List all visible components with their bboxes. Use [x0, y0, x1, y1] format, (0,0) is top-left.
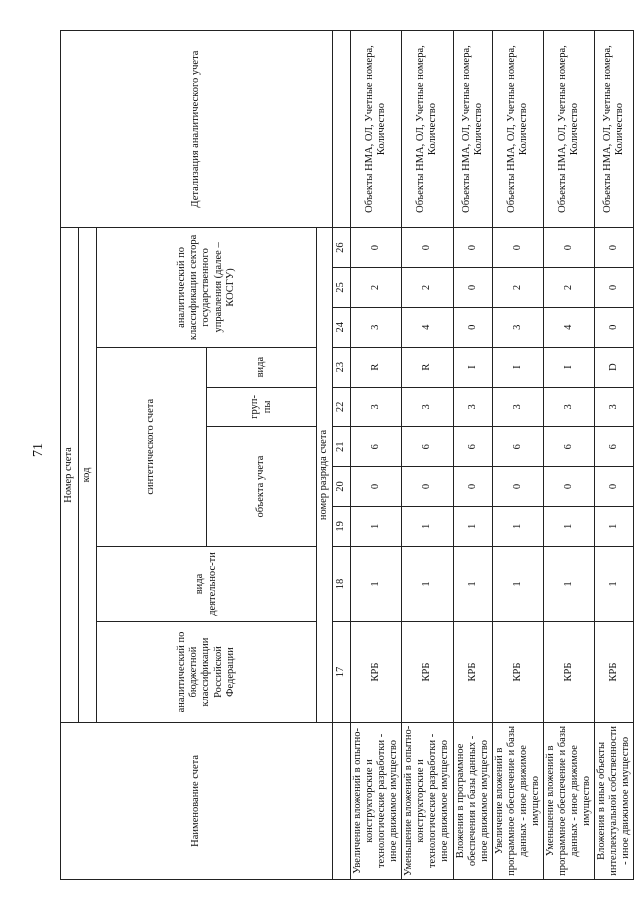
row-account-name: Уменьшение вложений в опытно-конструкторские и технологические разработки - иное движимое имущество	[402, 722, 453, 879]
row-cell: 1	[543, 506, 594, 546]
row-cell: 1	[492, 546, 543, 621]
row-cell: 0	[453, 268, 492, 308]
row-cell: 1	[453, 546, 492, 621]
row-cell: R	[351, 347, 402, 387]
row-cell: I	[492, 347, 543, 387]
row-detail: Объекты НМА, ОЛ, Учетные номера, Количество	[595, 31, 634, 228]
row-cell: 1	[351, 546, 402, 621]
rotated-table-wrapper	[60, 30, 632, 880]
header-blank	[333, 722, 351, 879]
row-cell: 6	[595, 427, 634, 467]
row-cell: 3	[595, 387, 634, 427]
row-cell: 0	[543, 467, 594, 507]
row-cell: 4	[543, 307, 594, 347]
row-cell: 0	[402, 228, 453, 268]
row-cell: КРБ	[492, 622, 543, 723]
row-cell: КРБ	[595, 622, 634, 723]
row-cell: 6	[453, 427, 492, 467]
table-row	[453, 31, 492, 880]
header-analytic-kosgu: аналитический по классификации сектора государственного управления (далее – КОСГУ)	[97, 228, 317, 348]
row-cell: I	[453, 347, 492, 387]
header-account-object: объекта учета	[207, 427, 317, 546]
row-cell: 1	[453, 506, 492, 546]
row-cell: 0	[543, 228, 594, 268]
row-cell: 0	[453, 467, 492, 507]
header-account-number: Номер счета	[61, 228, 79, 723]
row-cell: 1	[402, 546, 453, 621]
column-number: 21	[333, 427, 351, 467]
row-cell: 1	[492, 506, 543, 546]
row-cell: I	[543, 347, 594, 387]
row-cell: 1	[595, 506, 634, 546]
row-cell: 3	[351, 387, 402, 427]
row-cell: 2	[492, 268, 543, 308]
header-analytic-budget: аналитический по бюджетной классификации Российской Федерации	[97, 622, 317, 723]
column-number: 24	[333, 307, 351, 347]
column-number: 17	[333, 622, 351, 723]
row-cell: 0	[402, 467, 453, 507]
row-cell: 4	[402, 307, 453, 347]
column-number: 22	[333, 387, 351, 427]
row-detail: Объекты НМА, ОЛ, Учетные номера, Количество	[543, 31, 594, 228]
column-number: 26	[333, 228, 351, 268]
row-cell: 1	[543, 546, 594, 621]
page-number: 71	[31, 443, 46, 457]
row-cell: R	[402, 347, 453, 387]
row-cell: 0	[595, 307, 634, 347]
row-cell: 0	[453, 307, 492, 347]
table-row	[595, 31, 634, 880]
row-detail: Объекты НМА, ОЛ, Учетные номера, Количество	[402, 31, 453, 228]
column-number: 23	[333, 347, 351, 387]
row-cell: 6	[492, 427, 543, 467]
column-number: 25	[333, 268, 351, 308]
row-cell: 0	[492, 228, 543, 268]
row-cell: КРБ	[402, 622, 453, 723]
row-cell: 6	[402, 427, 453, 467]
header-account-name: Наименование счета	[61, 722, 333, 879]
table-row	[543, 31, 594, 880]
row-cell: 3	[402, 387, 453, 427]
row-cell: 6	[543, 427, 594, 467]
column-number: 19	[333, 506, 351, 546]
row-cell: 0	[595, 467, 634, 507]
row-detail: Объекты НМА, ОЛ, Учетные номера, Количество	[351, 31, 402, 228]
row-cell: 0	[453, 228, 492, 268]
row-cell: КРБ	[543, 622, 594, 723]
header-activity-type: вида деятельнос-ти	[97, 546, 317, 621]
row-cell: 3	[492, 307, 543, 347]
header-synthetic: синтетического счета	[97, 347, 207, 546]
header-kind: вида	[207, 347, 317, 387]
row-cell: 3	[351, 307, 402, 347]
row-detail: Объекты НМА, ОЛ, Учетные номера, Количество	[453, 31, 492, 228]
row-cell: 0	[351, 467, 402, 507]
row-cell: 2	[543, 268, 594, 308]
row-cell: 2	[402, 268, 453, 308]
row-account-name: Вложения в иные объекты интеллектуальной собственности - иное движимое имущество	[595, 722, 634, 879]
row-cell: КРБ	[351, 622, 402, 723]
row-cell: 1	[351, 506, 402, 546]
row-cell: 3	[543, 387, 594, 427]
row-cell: 0	[595, 268, 634, 308]
row-cell: 3	[492, 387, 543, 427]
row-account-name: Увеличение вложений в опытно-конструкторские и технологические разработки - иное движимое имущество	[351, 722, 402, 879]
table-row	[351, 31, 402, 880]
header-code: код	[79, 228, 97, 723]
row-cell: 2	[351, 268, 402, 308]
header-rank-number: номер разряда счета	[317, 228, 333, 723]
row-account-name: Уменьшение вложений в программное обеспечение и базы данных - иное движимое имущество	[543, 722, 594, 879]
row-cell: 0	[492, 467, 543, 507]
row-cell: 6	[351, 427, 402, 467]
row-cell: 1	[595, 546, 634, 621]
column-number: 18	[333, 546, 351, 621]
row-cell: 3	[453, 387, 492, 427]
row-account-name: Вложения в программное обеспечения и базы данных - иное движимое имущество	[453, 722, 492, 879]
row-account-name: Увеличение вложений в программное обеспечение и базы данных - иное движимое имущество	[492, 722, 543, 879]
row-cell: 0	[351, 228, 402, 268]
accounts-table	[60, 30, 634, 880]
row-cell: 0	[595, 228, 634, 268]
row-cell: КРБ	[453, 622, 492, 723]
header-blank	[333, 31, 351, 228]
column-number: 20	[333, 467, 351, 507]
row-detail: Объекты НМА, ОЛ, Учетные номера, Количество	[492, 31, 543, 228]
table-row	[402, 31, 453, 880]
table-row	[492, 31, 543, 880]
row-cell: D	[595, 347, 634, 387]
row-cell: 1	[402, 506, 453, 546]
header-group: груп-пы	[207, 387, 317, 427]
header-detail: Детализация аналитического учета	[61, 31, 333, 228]
